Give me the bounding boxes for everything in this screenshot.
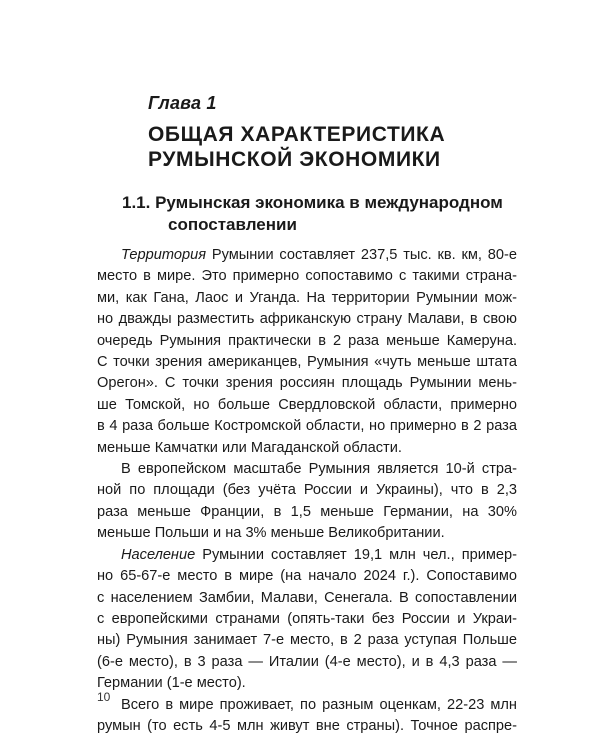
text-line: место в мире. Это примерно сопоставимо с такими страна-: [97, 268, 517, 285]
text-line: меньше Камчатки или Магаданской области.: [97, 439, 402, 456]
text-line: ше Томской, но больше Свердловской области, примерно: [97, 396, 517, 413]
text-line: [97, 545, 517, 566]
text-line: Германии (1-е место).: [97, 675, 246, 692]
term-population: Население: [121, 546, 196, 563]
section-number: 1.1.: [122, 193, 151, 212]
term-territory: Территория: [121, 247, 207, 263]
text-line: ми, как Гана, Лаос и Уганда. На территории Румынии мож-: [97, 289, 517, 306]
text-line: ной по площади (без учёта России и Украины), что в 2,3: [97, 482, 517, 499]
text-line: С точки зрения американцев, Румыния «чуть меньше штата: [97, 354, 517, 371]
text-line: В европейском масштабе Румыния является 10-й стра-: [121, 461, 517, 478]
text-line: с населением Замбии, Малави, Сенегала. В сопоставлении: [97, 589, 517, 606]
text-fragment: Румынии составляет 19,1 млн чел., пример-: [195, 546, 517, 563]
section-heading: [122, 192, 522, 236]
chapter-title-line: РУМЫНСКОЙ ЭКОНОМИКИ: [148, 148, 441, 171]
text-line: с европейскими странами (опять-таки без России и Украи-: [97, 610, 517, 627]
section-title-line: Румынская экономика в международном: [155, 193, 503, 212]
page-number: 10: [97, 690, 111, 704]
text-line: но дважды разместить африканскую страну Малави, в свою: [97, 311, 517, 328]
text-line: ны) Румыния занимает 7-е место, в 2 раза уступая Польше: [97, 632, 517, 649]
text-line: румын (то есть 4-5 млн живут вне страны). Точное распре-: [97, 717, 517, 734]
text-line: Орегон». С точки зрения россиян площадь Румынии мень-: [97, 375, 517, 392]
text-line: очередь Румыния практически в 2 раза меньше Камеруна.: [97, 332, 517, 349]
chapter-title: [148, 122, 528, 172]
chapter-label: Глава 1: [148, 93, 217, 113]
chapter-title-line: ОБЩАЯ ХАРАКТЕРИСТИКА: [148, 123, 446, 146]
text-line: Всего в мире проживает, по разным оценкам, 22-23 млн: [121, 696, 517, 713]
text-line: (6-е место), в 3 раза — Италии (4-е место), и в 4,3 раза —: [97, 653, 517, 670]
text-line: в 4 раза больше Костромской области, но примерно в 2 раза: [97, 418, 517, 435]
text-line: раза меньше Франции, в 1,5 меньше Германии, на 30%: [97, 503, 517, 520]
section-title-line: сопоставлении: [168, 215, 297, 234]
text-fragment: Румынии составляет 237,5 тыс. кв. км, 80-е: [206, 247, 517, 263]
text-line: меньше Польши и на 3% меньше Великобритании.: [97, 525, 445, 542]
text-line: [97, 245, 517, 266]
body-text: [97, 245, 517, 737]
text-line: но 65-67-е место в мире (на начало 2024 г.). Сопоставимо: [97, 568, 517, 585]
